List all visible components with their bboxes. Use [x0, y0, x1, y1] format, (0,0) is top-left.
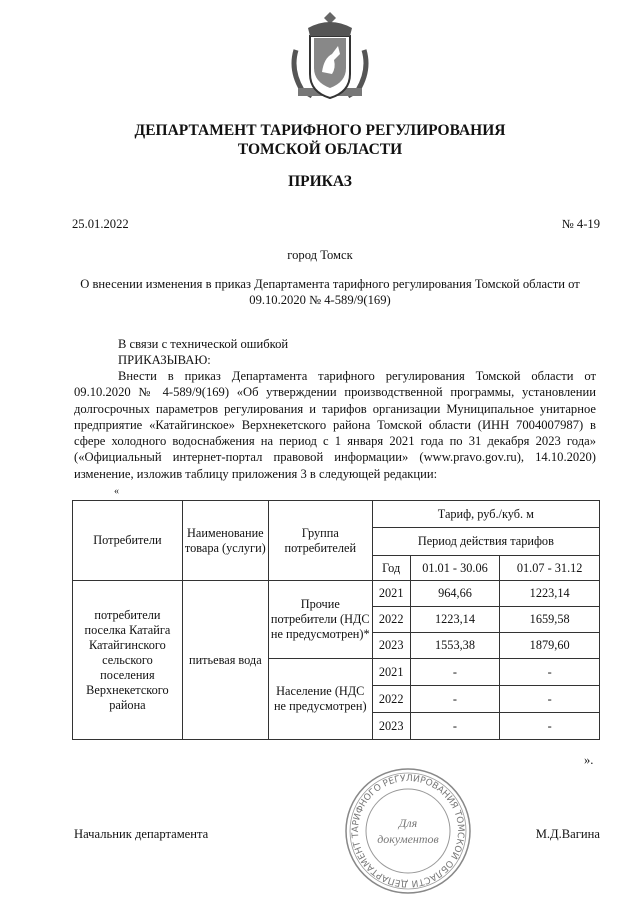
- stamp-seal: [340, 765, 476, 897]
- order-body: [74, 368, 596, 482]
- group-cell: Прочие потребители (НДС не предусмотрен)*: [268, 581, 372, 659]
- seal-ring-text: ДЕПАРТАМЕНТ ТАРИФНОГО РЕГУЛИРОВАНИЯ ТОМСКОЙ ОБЛАСТИ: [350, 773, 466, 889]
- open-quote: «: [114, 486, 119, 497]
- group-cell: Население (НДС не предусмотрен): [268, 659, 372, 740]
- body-line: 09.10.2020 № 4-589/9(169) «Об утверждении производственной программы, установлении: [74, 385, 596, 400]
- coat-of-arms-icon: [288, 10, 372, 106]
- goods-cell: питьевая вода: [182, 581, 268, 740]
- tariff-cell: -: [500, 686, 600, 713]
- document-number: № 4-19: [561, 217, 600, 231]
- city: город Томск: [287, 248, 353, 262]
- header-tariff: Тариф, руб./куб. м: [372, 501, 599, 528]
- year-cell: 2021: [372, 581, 410, 607]
- signer-name: М.Д.Вагина: [535, 827, 600, 841]
- tariff-cell: -: [410, 686, 500, 713]
- document-type: ПРИКАЗ: [288, 173, 352, 190]
- year-cell: 2022: [372, 607, 410, 633]
- signer-position: Начальник департамента: [74, 827, 209, 841]
- tariff-cell: -: [500, 659, 600, 686]
- document-date: 25.01.2022: [72, 217, 129, 231]
- header-period: Период действия тарифов: [372, 528, 599, 556]
- seal-center-line1: Для: [398, 816, 418, 830]
- header-period2: 01.07 - 31.12: [500, 556, 600, 581]
- body-line: сфере холодного водоснабжения на период с 1 января 2021 года по 31 декабря 2023 года»: [74, 434, 596, 449]
- department-name-line1: ДЕПАРТАМЕНТ ТАРИФНОГО РЕГУЛИРОВАНИЯ: [134, 122, 506, 139]
- close-quote: ».: [584, 753, 594, 767]
- year-cell: 2023: [372, 713, 410, 740]
- tariff-cell: -: [410, 713, 500, 740]
- year-cell: 2021: [372, 659, 410, 686]
- body-line: изменение, изложив таблицу приложения 3 в следующей редакции:: [74, 466, 438, 481]
- header-group: Группа потребителей: [268, 501, 372, 581]
- tariff-table: [72, 500, 600, 740]
- header-consumers: Потребители: [73, 501, 183, 581]
- tariff-cell: -: [410, 659, 500, 686]
- tariff-cell: 1879,60: [500, 633, 600, 659]
- year-cell: 2022: [372, 686, 410, 713]
- tariff-cell: -: [500, 713, 600, 740]
- body-line: долгосрочных параметров регулирования и тарифов организации Муниципальное унитарное: [74, 401, 596, 416]
- tariff-cell: 1223,14: [500, 581, 600, 607]
- reason-text: В связи с технической ошибкой: [118, 337, 289, 351]
- year-cell: 2023: [372, 633, 410, 659]
- body-line: предприятие «Катайгинское» Верхнекетского района Томской области (ИНН 7004007987) в: [74, 417, 596, 432]
- order-word: ПРИКАЗЫВАЮ:: [118, 353, 211, 367]
- department-name-line2: ТОМСКОЙ ОБЛАСТИ: [237, 141, 403, 158]
- tariff-cell: 1223,14: [410, 607, 500, 633]
- tariff-cell: 1553,38: [410, 633, 500, 659]
- body-line: («Официальный интернет-портал правовой информации» (www.pravo.gov.ru), 14.10.2020): [74, 450, 596, 465]
- consumers-cell: потребители поселка Катайга Катайгинского сельского поселения Верхнекетского района: [73, 581, 183, 740]
- subject-line1: О внесении изменения в приказ Департамента тарифного регулирования Томской области от: [80, 277, 580, 291]
- seal-center-line2: документов: [377, 832, 439, 846]
- tariff-cell: 1659,58: [500, 607, 600, 633]
- header-period1: 01.01 - 30.06: [410, 556, 500, 581]
- tariff-cell: 964,66: [410, 581, 500, 607]
- table-row: [73, 581, 600, 607]
- header-year: Год: [372, 556, 410, 581]
- header-goods: Наименование товара (услуги): [182, 501, 268, 581]
- body-line: Внести в приказ Департамента тарифного регулирования Томской области от: [118, 369, 596, 383]
- subject-line2: 09.10.2020 № 4-589/9(169): [249, 293, 391, 307]
